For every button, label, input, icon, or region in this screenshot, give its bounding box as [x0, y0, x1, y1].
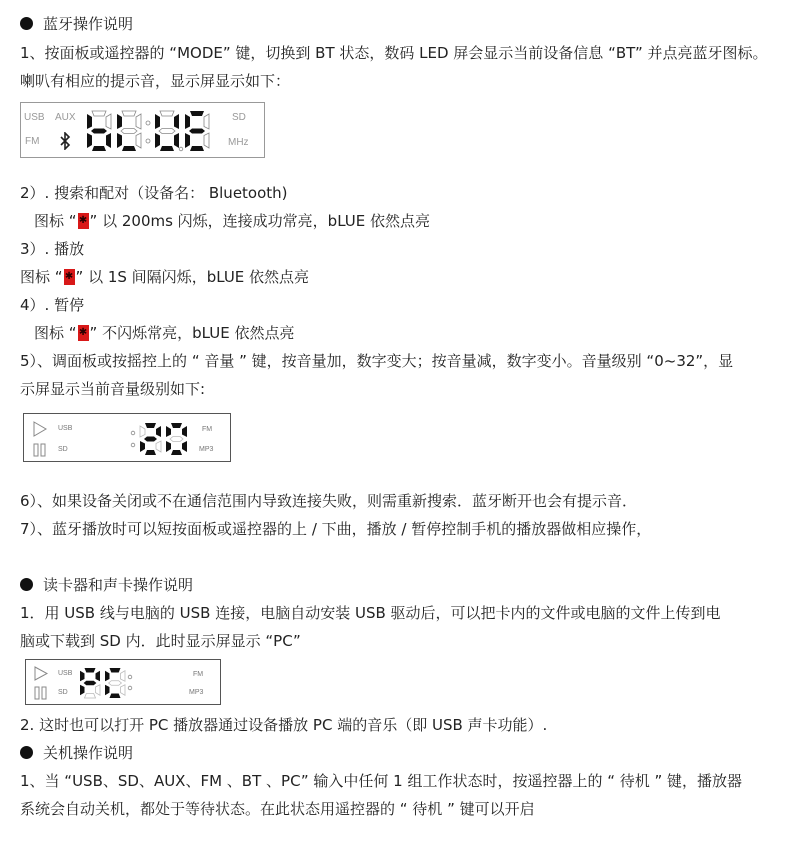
lcd-segment [110, 668, 121, 673]
lcd-segment [117, 133, 122, 148]
bt-step-5-cont: 示屏显示当前音量级别如下: [20, 380, 206, 398]
lcd-segment [174, 133, 179, 148]
bt-step-3-detail: 图标 “✱ ” 以 1S 间隔闪烁，bLUE 依然点亮 [20, 267, 309, 287]
sd-indicator: SD [58, 689, 68, 696]
lcd-segment [182, 441, 187, 452]
lcd-segment [161, 671, 166, 682]
lcd-segment [110, 437, 123, 442]
lcd-segment [105, 671, 110, 682]
lcd-segment [190, 146, 204, 151]
lcd-colon-dot [128, 686, 132, 690]
lcd-segment [84, 681, 97, 686]
lcd-segment [185, 114, 190, 129]
bt-step-5: 5）、调面板或按摇控上的 “ 音量 ” 键，按音量加，数字变大；按音量减，数字变小。音量级别 “0~32”，显 [20, 352, 734, 370]
play-icon [33, 421, 47, 437]
lcd-segment [140, 681, 153, 686]
pause-icon [34, 686, 48, 700]
mp3-indicator: MP3 [189, 689, 204, 696]
poweroff-step-1-cont: 系统会自动关机，都处于等待状态。在此状态用遥控器的 “ 待机 ” 键可以开启 [20, 800, 535, 818]
card-step-2: 2. 这时也可以打开 PC 播放器通过设备播放 PC 端的音乐（即 USB 声卡功能）. [20, 716, 548, 734]
lcd-segment [136, 114, 141, 129]
bluetooth-red-icon [78, 213, 89, 229]
lcd-segment [160, 146, 174, 151]
lcd-segment [91, 129, 107, 134]
bt-step-7: 7）、蓝牙播放时可以短按面板或遥控器的上 / 下曲，播放 / 暂停控制手机的播放器做相应操作， [20, 520, 652, 538]
lcd-segment [85, 668, 96, 673]
lcd-segment [156, 441, 161, 452]
lcd-segment [87, 133, 92, 148]
play-icon [34, 666, 48, 681]
lcd-segment [80, 426, 85, 437]
usb-indicator: USB [24, 112, 45, 123]
bt-step-4-detail: 图标 “✱ ” 不闪烁常亮，bLUE 依然点亮 [34, 323, 294, 343]
lcd-segment [190, 111, 204, 116]
lcd-segment [106, 426, 111, 437]
lcd-segment [110, 694, 121, 699]
poweroff-section-title: 关机操作说明 [20, 743, 133, 763]
lcd-segment [140, 441, 145, 452]
lcd-segment [136, 685, 141, 696]
lcd-colon-dot [131, 443, 135, 447]
lcd-segment [122, 426, 127, 437]
bt-step-1-cont: 喇叭有相应的提示音，显示屏显示如下： [20, 72, 291, 90]
seven-seg-digits-volume [80, 422, 192, 456]
lcd-segment [109, 681, 122, 686]
lcd-segment [121, 129, 137, 134]
lcd-segment [177, 685, 182, 696]
lcd-segment [145, 450, 156, 455]
lcd-segment [111, 450, 122, 455]
lcd-segment [106, 133, 111, 148]
lcd-segment [140, 426, 145, 437]
bullet-icon [20, 17, 33, 30]
lcd-colon-dot [128, 675, 132, 679]
lcd-segment [80, 671, 85, 682]
lcd-segment [121, 671, 126, 682]
bt-step-2-detail: 图标 “✱ ” 以 200ms 闪烁，连接成功常亮，bLUE 依然点亮 [34, 211, 430, 231]
sd-indicator: SD [58, 446, 68, 453]
lcd-decimal-dot [179, 147, 183, 151]
lcd-segment [174, 114, 179, 129]
lcd-segment [141, 694, 152, 699]
bt-step-3: 3）. 播放 [20, 240, 85, 258]
bullet-icon [20, 578, 33, 591]
lcd-segment [160, 111, 174, 116]
lcd-segment [204, 133, 209, 148]
lcd-segment [159, 129, 175, 134]
lcd-segment [171, 423, 182, 428]
lcd-colon-dot [146, 139, 150, 143]
lcd-segment [80, 441, 85, 452]
mp3-indicator: MP3 [199, 446, 214, 453]
lcd-segment [121, 685, 126, 696]
pause-icon [33, 443, 47, 457]
lcd-display-blue [20, 102, 265, 158]
lcd-segment [96, 426, 101, 437]
sd-indicator: SD [232, 112, 246, 123]
lcd-segment [96, 685, 101, 696]
lcd-segment [85, 694, 96, 699]
usb-indicator: USB [58, 425, 73, 432]
card-step-1: 1．用 USB 线与电脑的 USB 连接，电脑自动安装 USB 驱动后，可以把卡内的文件或电脑的文件上传到电 [20, 604, 721, 622]
mhz-indicator: MHz [228, 137, 249, 148]
lcd-segment [85, 423, 96, 428]
lcd-segment [84, 437, 97, 442]
lcd-segment [177, 671, 182, 682]
lcd-segment [141, 668, 152, 673]
lcd-segment [152, 671, 157, 682]
lcd-segment [117, 114, 122, 129]
lcd-segment [80, 685, 85, 696]
card-step-1-cont: 脑或下载到 SD 内．此时显示屏显示 “PC” [20, 632, 301, 650]
aux-indicator: AUX [55, 112, 76, 123]
lcd-segment [122, 146, 136, 151]
lcd-colon-dot [146, 121, 150, 125]
card-section-title: 读卡器和声卡操作说明 [20, 575, 193, 595]
bt-step-1: 1、按面板或遥控器的 “MODE” 键，切换到 BT 状态，数码 LED 屏会显示当前设备信息 “BT” 并点亮蓝牙图标。 [20, 44, 768, 62]
lcd-segment [136, 671, 141, 682]
bluetooth-icon [59, 132, 71, 150]
bullet-icon [20, 746, 33, 759]
lcd-segment [105, 685, 110, 696]
lcd-segment [165, 681, 178, 686]
bluetooth-red-icon [64, 269, 75, 285]
poweroff-step-1: 1、当 “USB、SD、AUX、FM 、BT 、PC” 输入中任何 1 组工作状态时，按遥控器上的 “ 待机 ” 键，播放器 [20, 772, 743, 790]
lcd-segment [144, 437, 157, 442]
lcd-segment [122, 111, 136, 116]
lcd-segment [161, 685, 166, 696]
seven-seg-digits-blue [87, 110, 215, 152]
lcd-segment [185, 133, 190, 148]
lcd-segment [204, 114, 209, 129]
lcd-segment [155, 133, 160, 148]
lcd-segment [87, 114, 92, 129]
lcd-segment [166, 668, 177, 673]
fm-indicator: FM [25, 136, 40, 147]
bt-step-6: 6）、如果设备关闭或不在通信范围内导致连接失败，则需重新搜索．蓝牙断开也会有提示音． [20, 492, 638, 510]
lcd-display-pc [25, 659, 221, 705]
lcd-segment [189, 129, 205, 134]
lcd-segment [136, 133, 141, 148]
lcd-segment [122, 441, 127, 452]
lcd-segment [166, 426, 171, 437]
lcd-segment [92, 111, 106, 116]
lcd-segment [166, 694, 177, 699]
lcd-segment [170, 437, 183, 442]
lcd-segment [111, 423, 122, 428]
lcd-segment [182, 426, 187, 437]
lcd-segment [96, 671, 101, 682]
bluetooth-section-title: 蓝牙操作说明 [20, 14, 133, 34]
lcd-segment [96, 441, 101, 452]
lcd-segment [152, 685, 157, 696]
seven-seg-digits-pc [80, 667, 186, 699]
lcd-segment [106, 441, 111, 452]
lcd-segment [145, 423, 156, 428]
lcd-display-volume [23, 413, 231, 462]
lcd-segment [156, 426, 161, 437]
lcd-segment [166, 441, 171, 452]
lcd-segment [155, 114, 160, 129]
bluetooth-red-icon [78, 325, 89, 341]
lcd-segment [171, 450, 182, 455]
lcd-segment [85, 450, 96, 455]
bt-step-2: 2）. 搜索和配对（设备名： Bluetooth) [20, 184, 288, 202]
usb-indicator: USB [58, 670, 73, 677]
fm-indicator: FM [193, 671, 204, 678]
bt-step-4: 4）. 暂停 [20, 296, 85, 314]
lcd-segment [92, 146, 106, 151]
fm-indicator: FM [202, 426, 213, 433]
lcd-segment [106, 114, 111, 129]
lcd-colon-dot [131, 431, 135, 435]
